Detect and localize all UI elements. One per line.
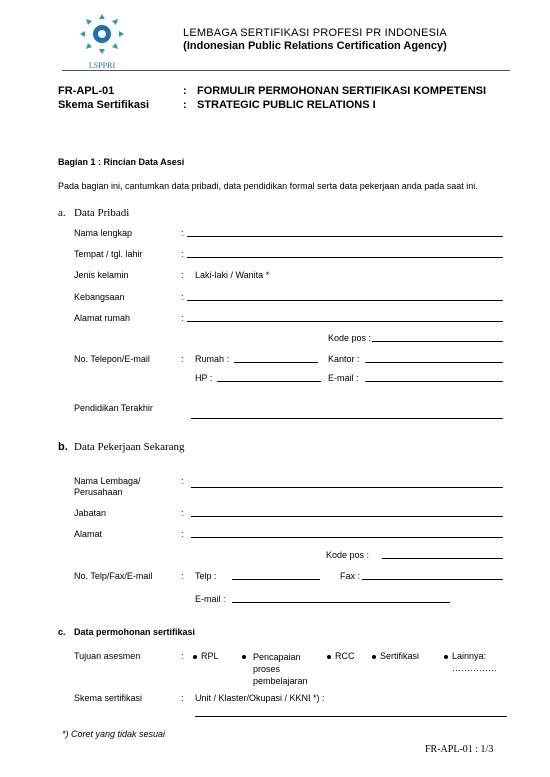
telp-label: Telp : xyxy=(195,571,217,581)
email-label: E-mail : xyxy=(328,373,359,383)
bullet-icon xyxy=(372,655,376,659)
option-sertifikasi[interactable] xyxy=(372,651,419,661)
option-pencapaian[interactable] xyxy=(242,651,312,687)
section1-title: Bagian 1 : Rincian Data Asesi xyxy=(58,157,185,167)
telp-fax-colon: : xyxy=(181,571,184,581)
skema-field[interactable] xyxy=(195,716,507,717)
fax-label: Fax : xyxy=(340,571,361,581)
skema-value: Unit / Klaster/Okupasi / KKNI *) : xyxy=(195,693,325,703)
hp-field[interactable] xyxy=(217,381,321,382)
page-code: FR-APL-01 : 1/3 xyxy=(425,744,494,755)
ttl-label: Tempat / tgl. lahir xyxy=(74,249,143,259)
alamat-kantor-colon: : xyxy=(181,529,184,539)
ttl-field[interactable] xyxy=(187,257,503,258)
kantor-field[interactable] xyxy=(365,362,503,363)
jabatan-colon: : xyxy=(181,508,184,518)
telp-fax-label: No. Telp/Fax/E-mail xyxy=(74,571,153,581)
kodepos-field[interactable] xyxy=(372,341,503,342)
nama-field[interactable] xyxy=(187,236,503,237)
kodepos-label: Kode pos : xyxy=(328,333,372,343)
kebangsaan-label: Kebangsaan xyxy=(74,292,125,302)
bullet-icon xyxy=(242,655,246,659)
jk-value[interactable]: Laki-laki / Wanita * xyxy=(195,270,270,280)
kantor-label: Kantor : xyxy=(328,354,360,364)
bullet-icon xyxy=(444,655,448,659)
option-rpl-label: RPL xyxy=(201,651,219,661)
pendidikan-field[interactable] xyxy=(191,418,503,419)
telepon-colon: : xyxy=(181,354,184,364)
section-a-title: Data Pribadi xyxy=(74,207,130,219)
bullet-icon xyxy=(193,655,197,659)
rumah-field[interactable] xyxy=(234,362,318,363)
lembaga-label-2: Perusahaan xyxy=(74,487,123,497)
org-name: LEMBAGA SERTIFIKASI PROFESI PR INDONESIA xyxy=(183,27,447,39)
alamat-label: Alamat rumah xyxy=(74,313,131,323)
bullet-icon xyxy=(327,655,331,659)
jk-colon: : xyxy=(181,270,184,280)
doc-code-value: FORMULIR PERMOHONAN SERTIFIKASI KOMPETENSI xyxy=(197,85,487,97)
kodepos-kantor-field[interactable] xyxy=(382,558,503,559)
jabatan-label: Jabatan xyxy=(74,508,107,518)
rumah-label: Rumah : xyxy=(195,354,230,364)
section-a-letter: a. xyxy=(58,207,66,219)
doc-code-colon: : xyxy=(183,85,187,97)
kodepos-kantor-label: Kode pos : xyxy=(326,550,370,560)
doc-code-label: FR-APL-01 xyxy=(58,85,115,97)
hp-label: HP : xyxy=(195,373,213,383)
nama-colon: : xyxy=(181,228,184,238)
option-sertifikasi-label: Sertifikasi xyxy=(380,651,420,661)
alamat-kantor-field[interactable] xyxy=(191,537,503,538)
section-b-title: Data Pekerjaan Sekarang xyxy=(74,441,185,453)
section-b-letter: b. xyxy=(58,441,68,453)
pendidikan-label: Pendidikan Terakhir xyxy=(74,403,153,413)
email-kantor-label: E-mail : xyxy=(195,594,226,604)
tujuan-colon: : xyxy=(181,651,184,661)
header-rule xyxy=(62,70,510,71)
option-lainnya-label: Lainnya: xyxy=(452,651,487,661)
lembaga-field[interactable] xyxy=(191,487,503,488)
alamat-field[interactable] xyxy=(187,321,503,322)
section-c-title: Data permohonan sertifikasi xyxy=(74,627,196,637)
telepon-label: No. Telepon/E-mail xyxy=(74,354,150,364)
kebangsaan-colon: : xyxy=(181,292,184,302)
fax-field[interactable] xyxy=(362,579,503,580)
email-kantor-field[interactable] xyxy=(232,602,450,603)
nama-label: Nama lengkap xyxy=(74,228,133,238)
footnote: *) Coret yang tidak sesuai xyxy=(62,729,166,739)
telp-field[interactable] xyxy=(232,579,320,580)
lembaga-colon: : xyxy=(181,476,184,486)
scheme-colon: : xyxy=(183,99,187,111)
alamat-colon: : xyxy=(181,313,184,323)
ttl-colon: : xyxy=(181,249,184,259)
lembaga-label-1: Nama Lembaga/ xyxy=(74,476,141,486)
option-rcc-label: RCC xyxy=(335,651,355,661)
jabatan-field[interactable] xyxy=(191,516,503,517)
email-field[interactable] xyxy=(365,381,503,382)
option-lainnya[interactable] xyxy=(444,651,486,661)
scheme-value: STRATEGIC PUBLIC RELATIONS I xyxy=(197,99,376,111)
lainnya-dots[interactable]: …………… xyxy=(452,663,497,673)
logo-text: LSPPRI xyxy=(88,61,116,70)
skema-label: Skema sertifikasi xyxy=(74,693,143,703)
option-rpl[interactable] xyxy=(193,651,219,661)
jk-label: Jenis kelamin xyxy=(74,270,129,280)
option-rcc[interactable] xyxy=(327,651,355,661)
section1-intro: Pada bagian ini, cantumkan data pribadi, data pendidikan formal serta data pekerjaan anda pada saat ini. xyxy=(58,181,478,191)
tujuan-label: Tujuan asesmen xyxy=(74,651,141,661)
lsppri-logo-icon xyxy=(72,12,132,58)
option-pencapaian-label: Pencapaian proses pembelajaran xyxy=(253,652,308,686)
section-c-letter: c. xyxy=(58,627,66,637)
alamat-kantor-label: Alamat xyxy=(74,529,103,539)
kebangsaan-field[interactable] xyxy=(187,300,503,301)
skema-colon: : xyxy=(181,693,184,703)
org-name-en: (Indonesian Public Relations Certification Agency) xyxy=(183,40,447,52)
logo xyxy=(72,12,132,70)
scheme-label: Skema Sertifikasi xyxy=(58,99,150,111)
